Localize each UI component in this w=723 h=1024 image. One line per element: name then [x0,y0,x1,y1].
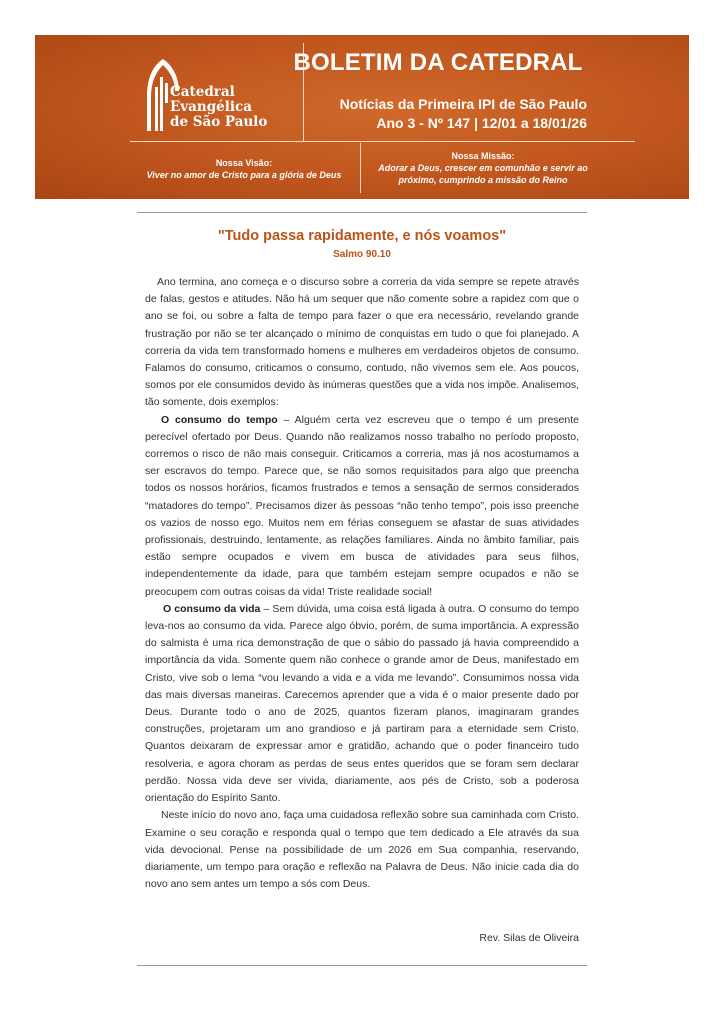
article-body [145,274,579,893]
paragraph-4 [145,807,579,893]
paragraph-1-text: Ano termina, ano começa e o discurso sobre a correria da vida sempre se repete através de falas, gestos e atitudes. Não há um sequer que não comente sobre a rapidez com que o ano se foi, ou sobre a falta de tempo para fazer o que era necessário, revelando grande frustração por não se ter alcançado o mínimo de conquistas em tudo o que foi planejado. A correria da vida tem transformado homens e mulheres em verdadeiros objetos de consumo. Falamos do consumo, criticamos o consumo, contudo, não vivemos sem ele. Aos poucos, somos por ele consumidos devido às inúmeras questões que a vida nos impõe. Analisemos, tão somente, dois exemplos: [145,276,579,409]
logo-line-3: de São Paulo [170,114,268,130]
paragraph-2-heading: O consumo do tempo [161,413,278,426]
signature: Rev. Silas de Oliveira [479,932,579,944]
mission-text: Adorar a Deus, crescer em comunhão e servir ao próximo, cumprindo a missão do Reino [378,163,588,185]
church-logo-text [170,85,267,130]
logo-line-1: Catedral [170,84,235,100]
bulletin-subtitle [297,95,587,133]
paragraph-2 [145,412,579,601]
paragraph-1 [145,274,579,412]
mission-block [365,150,601,186]
vision-text: Viver no amor de Cristo para a glória de Deus [146,170,342,180]
vision-label: Nossa Visão: [215,158,273,168]
top-divider [137,212,587,213]
logo-line-2: Evangélica [170,99,252,115]
subtitle-line-2: Ano 3 - Nº 147 | 12/01 a 18/01/26 [376,115,587,131]
bulletin-title: BOLETIM DA CATEDRAL [293,49,583,76]
header-divider-horizontal [130,141,635,142]
paragraph-3-text: – Sem dúvida, uma coisa está ligada à outra. O consumo do tempo leva-nos ao consumo da vida. Parece algo óbvio, porém, de suma importância. A expressão do salmista é uma rica demonstração de que o sábio do passado já havia compreendido a importância da vida. Somente quem não conhece o grande amor de Deus, manifestado em Cristo, vive sob o lema “vou levando a vida e a vida me levando”. Consumimos nossa vida das mais diversas maneiras. Carecemos aprender que a vida é o maior presente dado por Deus. Durante todo o ano de 2025, quantos fizeram planos, imaginaram grandes construções, projetaram um ano grandioso e já partiram para a eternidade sem Cristo. Quantos deixaram de expressar amor e gratidão, achando que o poder financeiro tudo resolveria, e agora choram as perdas de seus entes queridos que se foram sem declarar perdão. Nossa vida deve ser vivida, diariamente, aos pés de Cristo, sob a poderosa orientação do Espírito Santo. [145,602,580,805]
paragraph-4-text: Neste início do novo ano, faça uma cuidadosa reflexão sobre sua caminhada com Cristo. Examine o seu coração e responda qual o tempo que tem dedicado a Ele através da sua vida devocional. Pense na possibilidade de um 2026 em Sua companhia, reservando, diariamente, um tempo para oração e reflexão na Palavra de Deus. Não inicie cada dia do novo ano sem antes um tempo a sós com Deus. [145,809,579,891]
header-banner [35,35,689,199]
paragraph-3 [145,601,579,807]
mission-label: Nossa Missão: [451,151,515,161]
paragraph-3-heading: O consumo da vida [163,602,261,615]
bottom-divider [137,965,587,966]
vision-block [127,157,361,181]
subtitle-line-1: Notícias da Primeira IPI de São Paulo [339,96,587,112]
paragraph-2-text: – Alguém certa vez escreveu que o tempo é um presente perecível ofertado por Deus. Quando não realizamos nosso trabalho no período proposto, corremos o risco de não mais conseguir. Criticamos a correria, mas já nos acostumamos a ser escravos do tempo. Parece que, se não somos requisitados para algo que preencha todos os nossos horários, ficamos frustrados e temos a sensação de sermos considerados “matadores do tempo”. Precisamos dizer às pessoas “não tenho tempo”, pois isso preenche os vazios de nosso ego. Muitos nem em férias conseguem se afastar de suas atividades profissionais, destruindo, lentamente, as relações familiares. Ainda no âmbito familiar, pais estão sempre ocupados e vivem em busca de atividades para seus filhos, independentemente da idade, para que também estejam sempre ocupados e não se preocupem com outras coisas da vida! Triste realidade social! [145,413,579,598]
bible-reference: Salmo 90.10 [333,249,391,260]
article-title: "Tudo passa rapidamente, e nós voamos" [217,228,507,244]
